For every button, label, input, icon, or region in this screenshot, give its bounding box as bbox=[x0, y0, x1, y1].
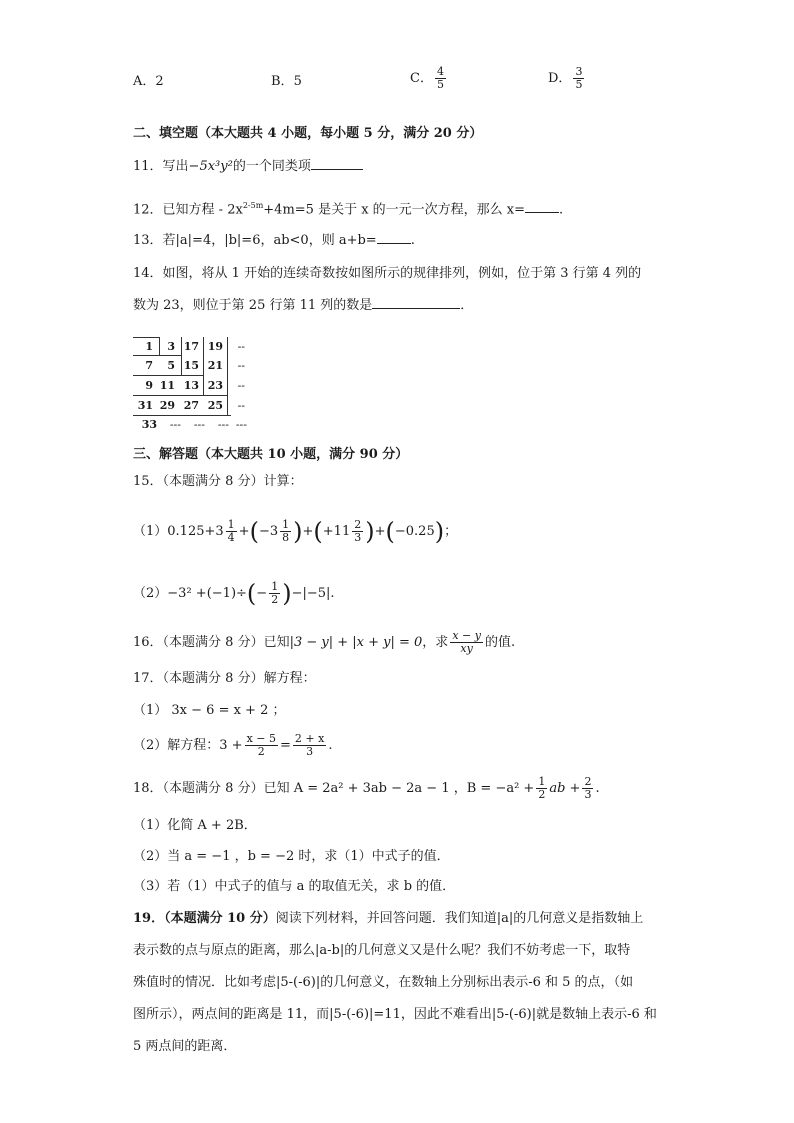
grid-cell: 3 bbox=[167, 340, 175, 353]
grid-cell: 27 bbox=[183, 399, 199, 412]
grid-cell: 23 bbox=[207, 379, 223, 392]
q17-part2: （2）解方程：3 + $\frac{x - 5}{2}$ = $\frac{2 + x}{3}$ . bbox=[133, 732, 333, 758]
option-b: B．5 bbox=[271, 74, 302, 89]
grid-cell: 15 bbox=[183, 359, 199, 372]
grid-cell: --- bbox=[169, 418, 181, 431]
option-c: C． $\frac{4}{5}$ bbox=[410, 65, 444, 91]
grid-cell: 7 bbox=[145, 359, 153, 372]
grid-cell: -- bbox=[237, 340, 245, 353]
q19-line1: 19．（本题满分 10 分）阅读下列材料，并回答问题．我们知道|a|的几何意义是指数轴上 bbox=[133, 911, 644, 926]
grid-cell: --- bbox=[193, 418, 205, 431]
q12: 12．已知方程 - $2x^{2-5m}+4m=5$ 是关于 x 的一元一次方程，那么 x= . bbox=[133, 201, 564, 218]
answer-blank[interactable] bbox=[377, 231, 411, 244]
q15-title: 15．（本题满分 8 分）计算： bbox=[133, 474, 303, 489]
grid-cell: 19 bbox=[207, 340, 223, 353]
section3-title: 三、解答题（本大题共 10 小题，满分 90 分） bbox=[133, 447, 409, 462]
grid-cell: 29 bbox=[159, 399, 175, 412]
q18-title: 18．（本题满分 8 分）已知 A = 2a² + 3ab − 2a − 1 ，B = −a² + $\frac{1}{2}$ ab + $\frac{2}{3}$ . bbox=[133, 775, 600, 801]
q18-part1: （1）化简 A + 2B． bbox=[133, 818, 257, 833]
answer-blank[interactable] bbox=[311, 157, 363, 170]
grid-cell: 9 bbox=[145, 379, 153, 392]
q11: 11．写出−5x³y²的一个同类项 bbox=[133, 157, 363, 177]
grid-cell: 11 bbox=[159, 379, 175, 392]
q16: 16．（本题满分 8 分）已知|3 − y| + |x + y| = 0，求 $\frac{x - y}{xy}$ 的值. bbox=[133, 629, 516, 655]
q15-part2: （2）−3² +(−1)÷(− $\frac{1}{2}$ )−|−5|. bbox=[133, 579, 335, 608]
grid-cell: --- bbox=[235, 418, 247, 431]
q14-line1: 14．如图，将从 1 开始的连续奇数按如图所示的规律排列，例如，位于第 3 行第 4 列的 bbox=[133, 266, 642, 281]
grid-cell: -- bbox=[237, 359, 245, 372]
q19-line3: 殊值时的情况．比如考虑|5-(-6)|的几何意义，在数轴上分别标出表示-6 和 5 的点，（如 bbox=[133, 975, 634, 990]
q19-line2: 表示数的点与原点的距离，那么|a-b|的几何意义又是什么呢？我们不妨考虑一下，取特 bbox=[133, 943, 631, 958]
answer-blank[interactable] bbox=[372, 296, 460, 309]
q19-line4: 图所示），两点间的距离是 11，而|5-(-6)|=11，因此不难看出|5-(-6)|就是数轴上表示-6 和 bbox=[133, 1007, 657, 1022]
q13: 13．若|a|=4，|b|=6，ab<0，则 a+b= . bbox=[133, 233, 415, 248]
grid-cell: -- bbox=[237, 399, 245, 412]
grid-cell: --- bbox=[217, 418, 229, 431]
q17-part1: （1） 3x − 6 = x + 2 ； bbox=[133, 703, 286, 718]
option-a: A．2 bbox=[133, 74, 164, 89]
grid-cell: 17 bbox=[183, 340, 199, 353]
q17-title: 17．（本题满分 8 分）解方程： bbox=[133, 671, 316, 686]
odd-number-grid bbox=[133, 337, 263, 433]
q19-line5: 5 两点间的距离． bbox=[133, 1039, 237, 1054]
option-d: D． $\frac{3}{5}$ bbox=[548, 65, 583, 91]
q15-part1: （1）0.125+3 $\frac{1}{4}$ +(−3 $\frac{1}{8}$ )+(+11 $\frac{2}{3}$ )+(−0.25)； bbox=[133, 517, 458, 546]
grid-cell: 31 bbox=[137, 399, 153, 412]
grid-cell: 33 bbox=[141, 418, 157, 431]
section2-title: 二、填空题（本大题共 4 小题，每小题 5 分，满分 20 分） bbox=[133, 126, 483, 141]
grid-cell: 25 bbox=[207, 399, 223, 412]
q14-line2: 数为 23，则位于第 25 行第 11 列的数是 ． bbox=[133, 298, 474, 313]
grid-cell: 13 bbox=[183, 379, 199, 392]
grid-cell: 1 bbox=[145, 340, 153, 353]
answer-blank[interactable] bbox=[525, 200, 559, 213]
q18-part3: （3）若（1）中式子的值与 a 的取值无关，求 b 的值． bbox=[133, 879, 456, 894]
q18-part2: （2）当 a = −1 ，b = −2 时，求（1）中式子的值． bbox=[133, 849, 450, 864]
grid-cell: -- bbox=[237, 379, 245, 392]
grid-cell: 5 bbox=[167, 359, 175, 372]
grid-cell: 21 bbox=[207, 359, 223, 372]
